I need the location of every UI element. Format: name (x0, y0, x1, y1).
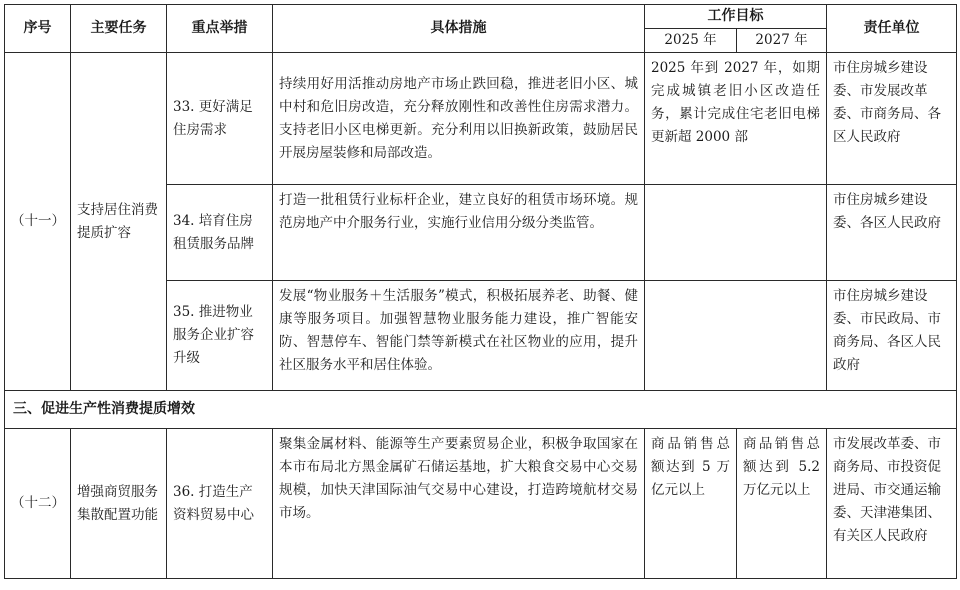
table-row (5, 429, 957, 579)
measure-cell: 35. 推进物业服务企业扩容升级 (167, 281, 273, 391)
task-table (4, 4, 957, 579)
detail-cell: 持续用好用活推动房地产市场止跌回稳，推进老旧小区、城中村和危旧房改造，充分释放刚性和改善性住房需求潜力。支持老旧小区电梯更新。充分利用以旧换新政策，鼓励居民开展房屋装修和局部改造。 (273, 53, 645, 185)
goal-2027-cell: 商品销售总额达到 5.2 万亿元以上 (737, 429, 827, 579)
header-specific: 具体措施 (273, 5, 645, 53)
group-task: 支持居住消费提质扩容 (71, 53, 167, 391)
group-seq: （十一） (5, 53, 71, 391)
goal-cell: 2025 年到 2027 年，如期完成城镇老旧小区改造任务，累计完成住宅老旧电梯更新超 2000 部 (645, 53, 827, 185)
unit-cell: 市住房城乡建设委、各区人民政府 (827, 185, 957, 281)
header-seq: 序号 (5, 5, 71, 53)
detail-cell: 发展“物业服务＋生活服务”模式，积极拓展养老、助餐、健康等服务项目。加强智慧物业服务能力建设，推广智能安防、智慧停车、智能门禁等新模式在社区物业的应用，提升社区服务水平和居住体验。 (273, 281, 645, 391)
header-row (5, 5, 957, 29)
section-title: 三、促进生产性消费提质增效 (5, 391, 957, 429)
header-goal: 工作目标 (645, 5, 827, 29)
section-row (5, 391, 957, 429)
detail-cell: 打造一批租赁行业标杆企业，建立良好的租赁市场环境。规范房地产中介服务行业，实施行业信用分级分类监管。 (273, 185, 645, 281)
header-key-measure: 重点举措 (167, 5, 273, 53)
detail-cell: 聚集金属材料、能源等生产要素贸易企业，积极争取国家在本市布局北方黑金属矿石储运基地，扩大粮食交易中心交易规模，加快天津国际油气交易中心建设，打造跨境航材交易市场。 (273, 429, 645, 579)
unit-cell: 市发展改革委、市商务局、市投资促进局、市交通运输委、天津港集团、有关区人民政府 (827, 429, 957, 579)
header-year-2025: 2025 年 (645, 29, 737, 53)
measure-cell: 36. 打造生产资料贸易中心 (167, 429, 273, 579)
header-main-task: 主要任务 (71, 5, 167, 53)
measure-cell: 33. 更好满足住房需求 (167, 53, 273, 185)
table-row (5, 53, 957, 185)
measure-cell: 34. 培育住房租赁服务品牌 (167, 185, 273, 281)
goal-2025-cell: 商品销售总额达到 5 万亿元以上 (645, 429, 737, 579)
group-task: 增强商贸服务集散配置功能 (71, 429, 167, 579)
unit-cell: 市住房城乡建设委、市发展改革委、市商务局、各区人民政府 (827, 53, 957, 185)
goal-cell (645, 185, 827, 281)
unit-cell: 市住房城乡建设委、市民政局、市商务局、各区人民政府 (827, 281, 957, 391)
goal-cell (645, 281, 827, 391)
group-seq: （十二） (5, 429, 71, 579)
header-year-2027: 2027 年 (737, 29, 827, 53)
header-unit: 责任单位 (827, 5, 957, 53)
